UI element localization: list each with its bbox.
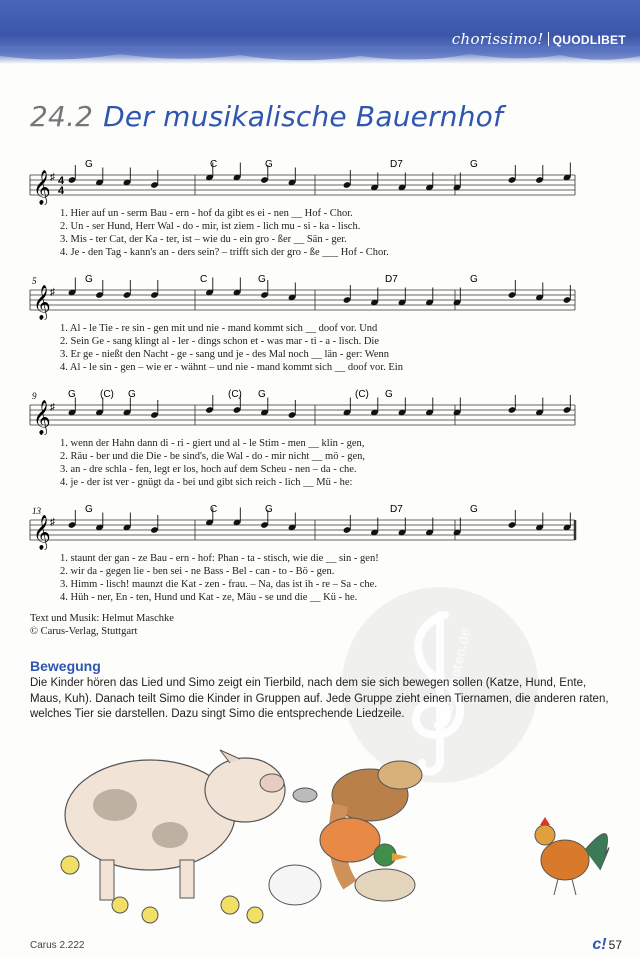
- lyrics-line: 2. wir da - gegen lie - ben sei - ne Bass - Bel - can - to - Bö - gen.: [60, 566, 335, 577]
- credits-publisher: © Carus-Verlag, Stuttgart: [30, 626, 138, 637]
- key-signature-sharp: ♯: [50, 517, 55, 528]
- treble-clef-icon: 𝄞: [33, 285, 51, 320]
- chord-symbol: (C): [228, 389, 242, 400]
- lyrics-line: 2. Räu - ber und die Die - be sind's, die Wal - do - mir nicht __ mö - gen,: [60, 451, 365, 462]
- carus-logo: c!: [592, 936, 607, 953]
- measure-number: 9: [32, 391, 37, 401]
- lyrics-line: 3. Himm - lisch! maunzt die Kat - zen - frau. – Na, das ist ih - re – Sa - che.: [60, 579, 377, 590]
- song-title: [30, 100, 503, 133]
- chord-symbol: C: [210, 159, 218, 170]
- lyrics-line: 4. Je - den Tag - kann's an - ders sein? – trifft sich der gro - ße ___ Hof - Chor.: [60, 247, 389, 258]
- catalog-number: Carus 2.222: [30, 940, 85, 951]
- treble-clef-icon: 𝄞: [33, 170, 51, 205]
- lyrics-line: 1. wenn der Hahn dann di - ri - giert und al - le Stim - men __ klin - gen,: [60, 438, 365, 449]
- key-signature-sharp: ♯: [50, 172, 55, 183]
- page-number: 57: [608, 938, 622, 952]
- lyrics-line: 1. staunt der gan - ze Bau - ern - hof: Phan - ta - stisch, wie die __ sin - gen!: [60, 553, 379, 564]
- treble-clef-icon: 𝄞: [33, 515, 51, 550]
- movement-heading: Bewegung: [30, 658, 101, 674]
- chord-symbol: C: [210, 504, 218, 515]
- staff: [0, 500, 600, 550]
- song-title-text: Der musikalische Bauernhof: [103, 100, 504, 133]
- chord-symbol: G: [385, 389, 393, 400]
- lyrics-line: 3. Mis - ter Cat, der Ka - ter, ist – wie du - ein gro - ßer __ Sän - ger.: [60, 234, 347, 245]
- measure-number: 5: [32, 276, 37, 286]
- treble-clef-icon: 𝄞: [33, 400, 51, 435]
- chord-symbol: G: [68, 389, 76, 400]
- song-number: 24.2: [30, 100, 94, 133]
- chord-symbol: G: [85, 504, 93, 515]
- chord-symbol: G: [470, 274, 478, 285]
- staff: [0, 155, 600, 205]
- movement-text: Die Kinder hören das Lied und Simo zeigt ein Tierbild, nach dem sie sich bewegen sollen (Katze, Hund, Ente, Maus, Kuh). Danach teilt Simo die Kinder in Gruppen auf. Jede Gruppe zieht einen Tiernamen, die anderen raten, welches Tier sie darstellen. Dazu singt Simo die entsprechende Liedzeile.: [30, 677, 609, 720]
- page-footer: [592, 936, 622, 954]
- chord-symbol: D7: [390, 504, 403, 515]
- header-banner: [0, 0, 640, 64]
- brand-section: QUODLIBET: [552, 33, 626, 47]
- chord-symbol: G: [265, 159, 273, 170]
- chord-symbol: G: [258, 389, 266, 400]
- chord-symbol: C: [200, 274, 208, 285]
- time-signature: 4: [58, 175, 65, 187]
- measure-number: 13: [32, 506, 41, 516]
- credits: [30, 612, 174, 638]
- lyrics-line: 1. Hier auf un - serm Bau - ern - hof da gibt es ei - nen __ Hof - Chor.: [60, 208, 353, 219]
- chord-symbol: G: [265, 504, 273, 515]
- chord-symbol: G: [85, 274, 93, 285]
- chord-symbol: D7: [385, 274, 398, 285]
- chord-symbol: G: [85, 159, 93, 170]
- lyrics-line: 1. Al - le Tie - re sin - gen mit und nie - mand kommt sich __ doof vor. Und: [60, 323, 378, 334]
- lyrics-line: 3. Er ge - nießt den Nacht - ge - sang und je - des Mal noch __ län - ger: Wenn: [60, 349, 390, 360]
- chord-symbol: G: [470, 504, 478, 515]
- chord-symbol: D7: [390, 159, 403, 170]
- lyrics-line: 3. an - dre schla - fen, legt er los, hoch auf dem Scheu - nen – da - che.: [60, 464, 357, 475]
- time-signature: 4: [58, 185, 65, 197]
- key-signature-sharp: ♯: [50, 287, 55, 298]
- brand-script: chorissimo!: [451, 30, 544, 48]
- banner-brush-edge: [0, 46, 640, 68]
- chord-symbol: (C): [100, 389, 114, 400]
- staff: [0, 385, 600, 435]
- lyrics-block: [60, 437, 580, 489]
- watermark-text: alle-noten.de: [441, 626, 474, 714]
- lyrics-block: [60, 207, 580, 259]
- lyrics-line: 2. Un - ser Hund, Herr Wal - do - mir, ist ziem - lich mu - si - ka - lisch.: [60, 221, 361, 232]
- chord-symbol: G: [258, 274, 266, 285]
- lyrics-line: 4. Hüh - ner, En - ten, Hund und Kat - ze, Mäu - se und die __ Kü - he.: [60, 592, 358, 603]
- chord-symbol: G: [470, 159, 478, 170]
- credits-author: Text und Musik: Helmut Maschke: [30, 613, 174, 624]
- lyrics-block: [60, 322, 580, 374]
- chord-symbol: (C): [355, 389, 369, 400]
- lyrics-line: 4. Al - le sin - gen – wie er - wähnt – und nie - mand kommt sich __ doof vor. Ein: [60, 362, 403, 373]
- key-signature-sharp: ♯: [50, 402, 55, 413]
- lyrics-line: 4. je - der ist ver - gnügt da - bei und gibt sich reich - lich __ Mü - he:: [60, 477, 353, 488]
- chord-symbol: G: [128, 389, 136, 400]
- staff: [0, 270, 600, 320]
- farm-animals-illustration: [40, 745, 620, 925]
- lyrics-line: 2. Sein Ge - sang klingt al - ler - dings schon et - was mar - ti - a - lisch. Die: [60, 336, 380, 347]
- brand-label: [452, 30, 626, 48]
